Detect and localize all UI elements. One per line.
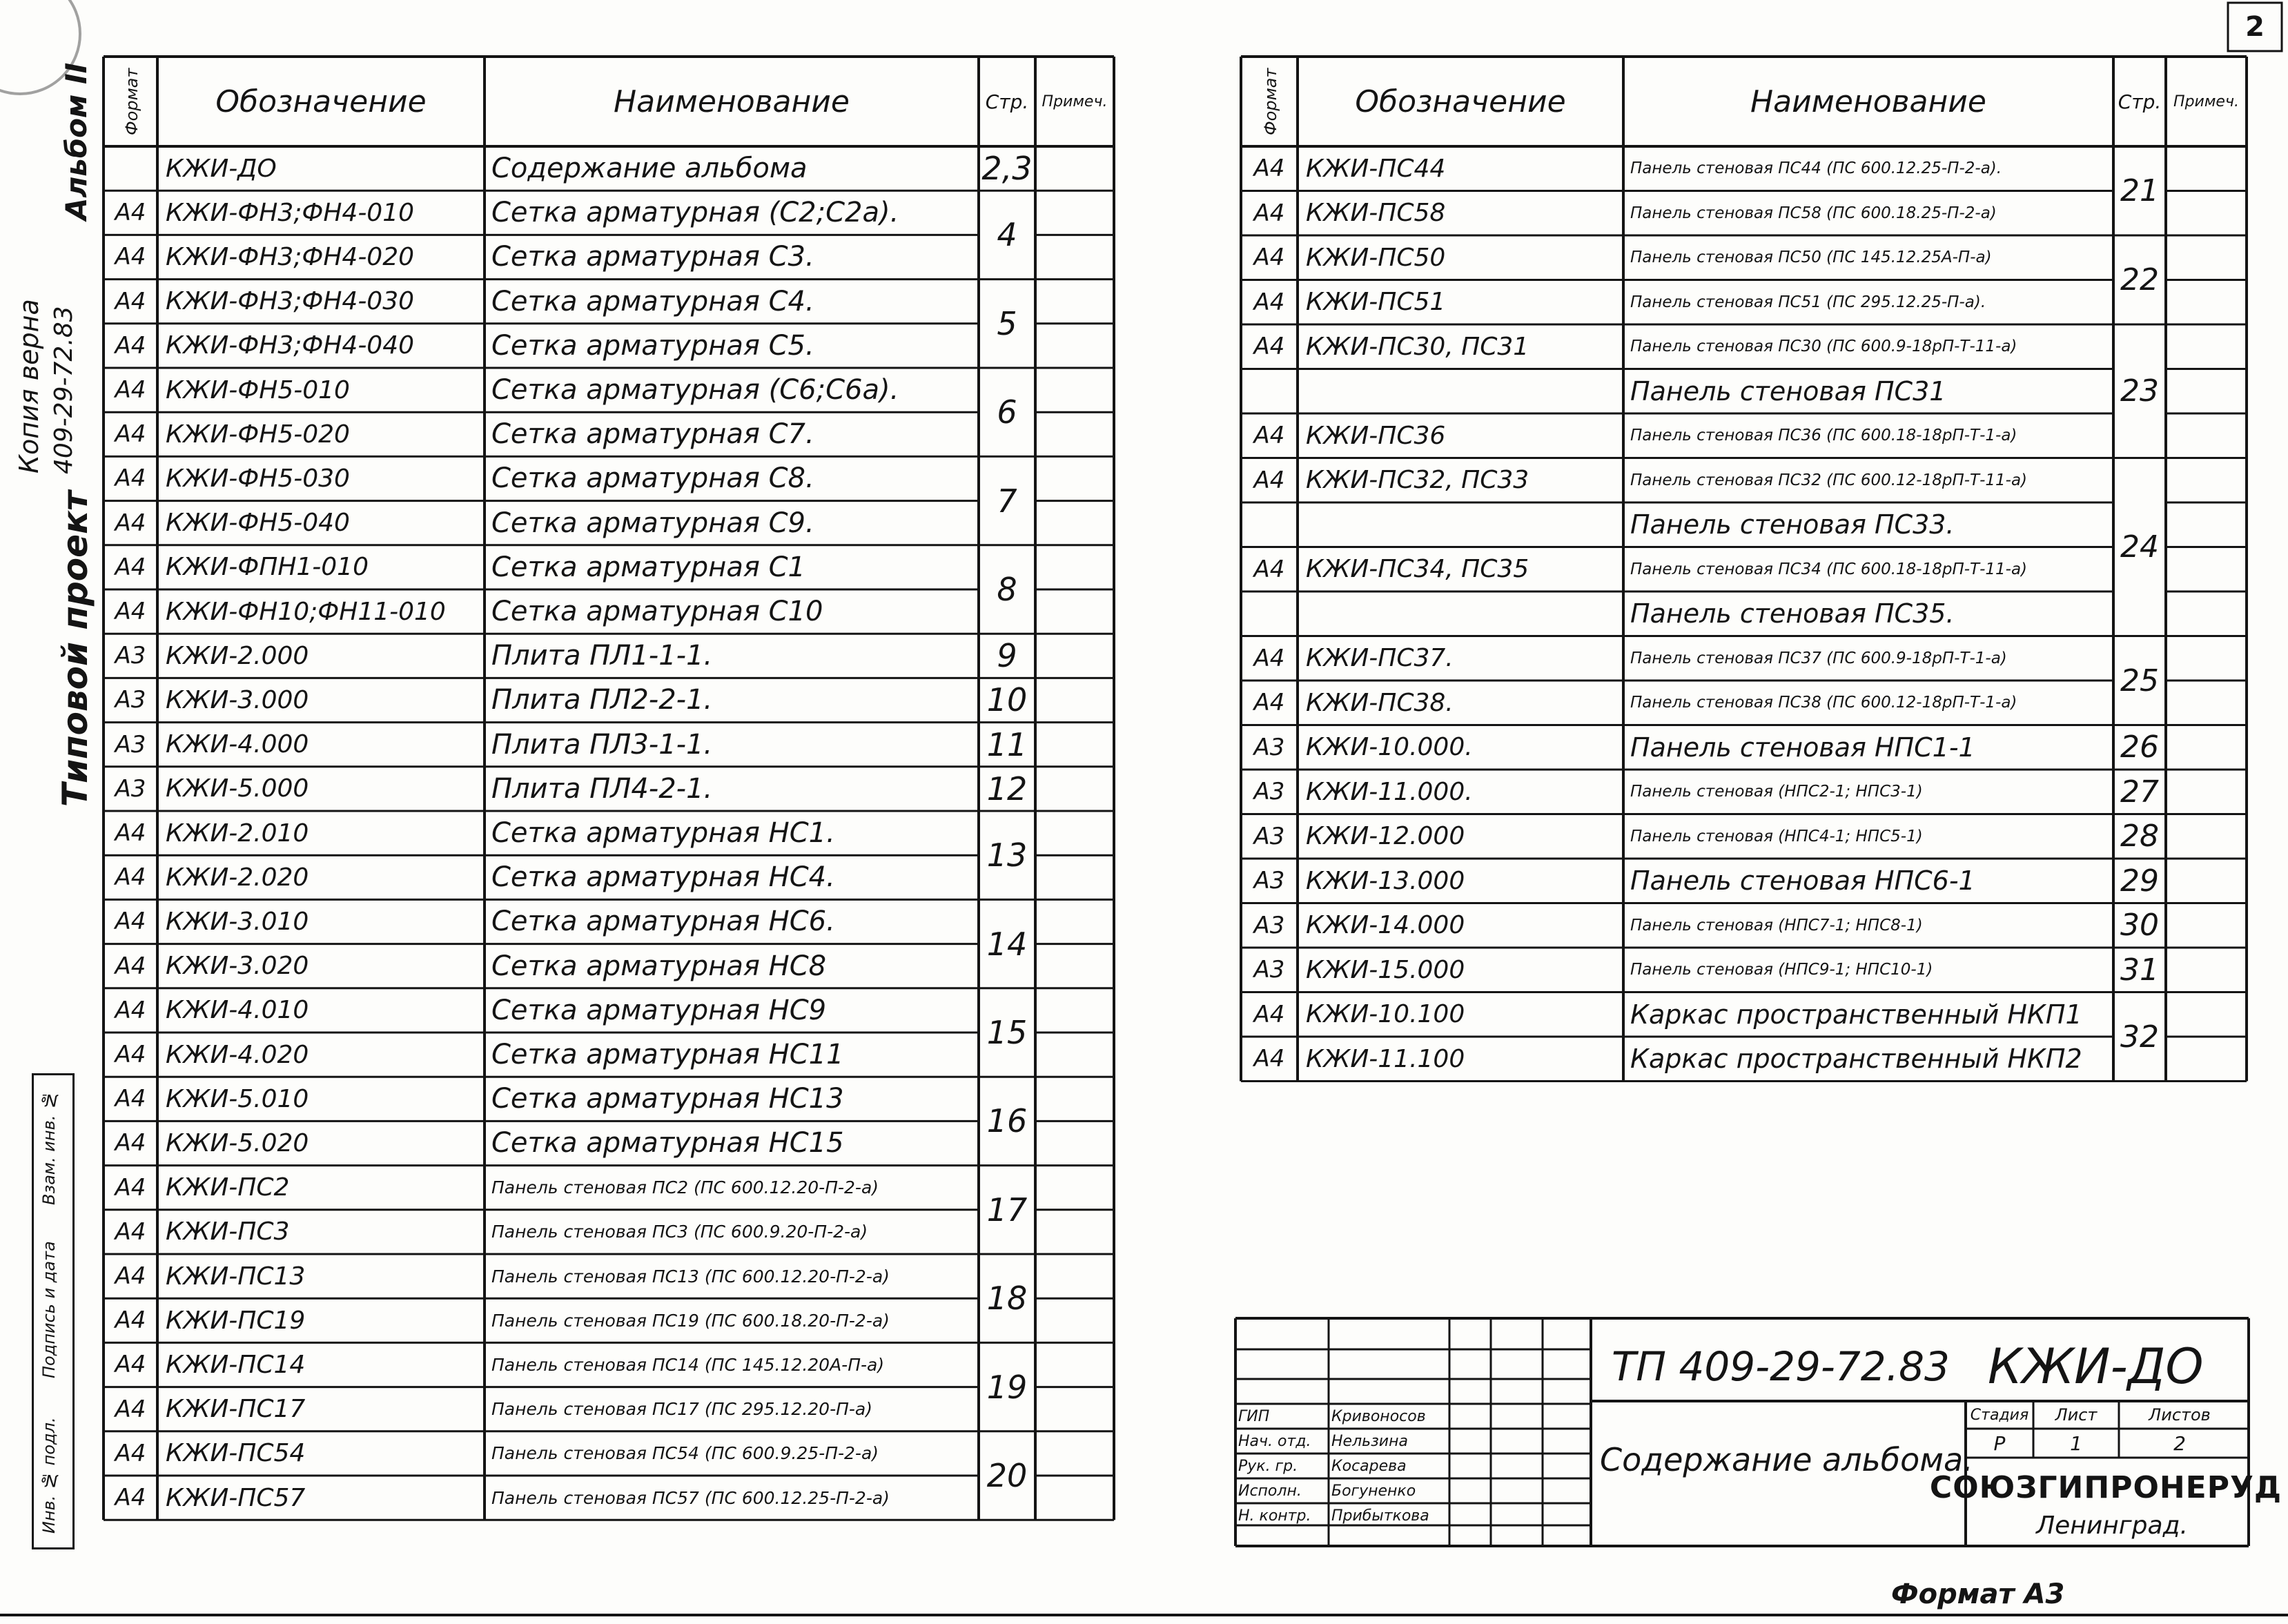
row-name: Сетка арматурная НС4.: [491, 861, 835, 894]
format-label: Формат А3: [1891, 1578, 2065, 1610]
row-name: Панель стеновая ПС31: [1630, 375, 1946, 407]
row-name: Панель стеновая ПС33.: [1630, 509, 1955, 540]
row-page: 30: [2120, 908, 2159, 943]
row-format: А3: [1253, 778, 1285, 806]
album-side-label: Альбом II: [59, 62, 93, 221]
row-format: А4: [115, 509, 146, 537]
project-side-label: Типовой проект: [55, 491, 95, 807]
row-page: 12: [986, 770, 1028, 808]
row-format: А4: [115, 553, 146, 581]
row-format: [1241, 502, 1298, 547]
row-name: Каркас пространственный НКП2: [1630, 1044, 2082, 1075]
row-name: Сетка арматурная С5.: [491, 329, 814, 362]
margin-strip: [32, 1073, 75, 1549]
row-page: 6: [997, 393, 1017, 431]
row-designation: КЖИ-ФН3;ФН4-040: [166, 331, 415, 360]
row-name: Панель стеновая (НПС7-1; НПС8-1): [1630, 916, 1923, 935]
row-name: Плита ПЛ1-1-1.: [491, 640, 713, 672]
row-page: 11: [986, 725, 1028, 763]
row-page: 20: [986, 1456, 1028, 1494]
row-designation: [1298, 369, 1632, 414]
row-page: 15: [986, 1013, 1028, 1051]
row-designation: КЖИ-ПС34, ПС35: [1306, 555, 1529, 584]
margin-label-inv-orig: Инв. № подл.: [39, 1417, 59, 1534]
row-designation: КЖИ-ПС2: [166, 1173, 290, 1202]
row-name: Сетка арматурная НС9: [491, 994, 827, 1026]
row-designation: КЖИ-ПС50: [1306, 243, 1446, 272]
org-name: СОЮЗГИПРОНЕРУД: [1929, 1469, 2282, 1505]
row-format: А4: [115, 376, 146, 404]
row-format: А4: [115, 996, 146, 1024]
row-name: Плита ПЛ3-1-1.: [491, 728, 713, 761]
row-designation: КЖИ-ПС57: [166, 1483, 306, 1512]
sheets-header: Листов: [2149, 1405, 2211, 1425]
row-designation: [1298, 502, 1632, 547]
row-name: Панель стеновая ПС14 (ПС 145.12.20А-П-а): [491, 1354, 885, 1375]
row-format: А4: [115, 819, 146, 848]
margin-label-replacement: Взам. инв. №: [39, 1090, 59, 1205]
row-format: А4: [115, 464, 146, 493]
row-designation: КЖИ-ПС38.: [1306, 688, 1454, 717]
row-format: А3: [1253, 956, 1285, 984]
row-name: Плита ПЛ2-2-1.: [491, 684, 713, 716]
row-format: А4: [115, 1262, 146, 1291]
row-name: Панель стеновая ПС30 (ПС 600.9-18рП-Т-11-а): [1630, 337, 2017, 356]
row-page: 29: [2120, 863, 2159, 899]
row-page: 14: [986, 925, 1028, 963]
row-name: Панель стеновая ПС32 (ПС 600.12-18рП-Т-11-а): [1630, 471, 2028, 489]
row-format: А4: [115, 908, 146, 936]
row-name: Панель стеновая ПС54 (ПС 600.9.25-П-2-а): [491, 1443, 879, 1464]
row-format: А4: [115, 1041, 146, 1069]
row-page: 16: [986, 1102, 1028, 1140]
row-format: А4: [1253, 199, 1285, 227]
row-name: Сетка арматурная С9.: [491, 507, 814, 539]
row-format: [1241, 369, 1298, 414]
role-name: Нельзина: [1331, 1432, 1408, 1450]
row-name: Сетка арматурная С1: [491, 551, 805, 583]
header-name: Наименование: [614, 84, 850, 119]
stage-header: Стадия: [1970, 1406, 2029, 1424]
row-page: 17: [986, 1191, 1028, 1229]
row-name: Сетка арматурная НС11: [491, 1039, 844, 1071]
row-designation: КЖИ-ПС44: [1306, 154, 1446, 183]
row-format: А3: [1253, 822, 1285, 850]
row-designation: КЖИ-ПС32, ПС33: [1306, 466, 1529, 495]
row-designation: КЖИ-ПС3: [166, 1217, 290, 1246]
row-name: Панель стеновая (НПС2-1; НПС3-1): [1630, 783, 1923, 801]
header-page: Стр.: [985, 90, 1029, 113]
row-designation: КЖИ-14.000: [1306, 911, 1465, 940]
row-name: Панель стеновая ПС57 (ПС 600.12.25-П-2-а): [491, 1487, 890, 1508]
row-name: Панель стеновая ПС2 (ПС 600.12.20-П-2-а): [491, 1177, 879, 1198]
row-name: Каркас пространственный НКП1: [1630, 999, 2082, 1030]
row-format: А4: [1253, 333, 1285, 361]
row-designation: КЖИ-3.010: [166, 907, 309, 936]
role-name: Прибыткова: [1331, 1507, 1429, 1525]
header-format: Формат: [122, 68, 141, 135]
role-title: Исполн.: [1238, 1482, 1302, 1500]
row-designation: КЖИ-10.100: [1306, 1000, 1465, 1029]
row-format: А4: [115, 598, 146, 626]
role-name: Кривоносов: [1331, 1407, 1426, 1425]
row-name: Сетка арматурная С7.: [491, 418, 814, 451]
row-format: А3: [115, 774, 146, 803]
row-designation: [1298, 591, 1632, 636]
row-format: А4: [115, 199, 146, 227]
sheet-header: Лист: [2055, 1405, 2098, 1425]
row-designation: КЖИ-11.000.: [1306, 777, 1473, 806]
row-page: 19: [986, 1368, 1028, 1406]
role-title: Н. контр.: [1238, 1507, 1311, 1525]
row-designation: КЖИ-3.000: [166, 685, 309, 714]
row-page: 2,3: [981, 150, 1033, 188]
row-designation: КЖИ-ПС19: [166, 1306, 306, 1335]
row-page: 4: [997, 216, 1017, 254]
row-page: 32: [2120, 1019, 2159, 1055]
row-name: Плита ПЛ4-2-1.: [491, 772, 713, 805]
role-title: ГИП: [1238, 1407, 1270, 1425]
row-designation: КЖИ-4.020: [166, 1040, 309, 1069]
row-designation: КЖИ-ПС58: [1306, 199, 1446, 228]
row-format: [1241, 591, 1298, 636]
row-name: Сетка арматурная (С6;С6а).: [491, 374, 899, 407]
row-name: Панель стеновая ПС3 (ПС 600.9.20-П-2-а): [491, 1222, 868, 1242]
row-designation: КЖИ-ПС14: [166, 1350, 306, 1379]
row-name: Сетка арматурная НС6.: [491, 906, 835, 938]
role-name: Богуненко: [1331, 1482, 1416, 1500]
row-name: Панель стеновая ПС17 (ПС 295.12.20-П-а): [491, 1399, 872, 1420]
row-format: А4: [1253, 155, 1285, 183]
row-format: А4: [115, 1129, 146, 1157]
row-page: 13: [986, 837, 1028, 874]
sheet-value: 1: [2070, 1431, 2082, 1455]
row-page: 31: [2120, 952, 2159, 988]
sheets-value: 2: [2173, 1431, 2186, 1455]
row-designation: КЖИ-ПС13: [166, 1262, 306, 1291]
row-name: Панель стеновая НПС6-1: [1630, 865, 1975, 897]
header-designation: Обозначение: [1355, 84, 1566, 119]
row-designation: КЖИ-3.020: [166, 952, 309, 981]
doc-code: КЖИ-ДО: [1988, 1338, 2204, 1395]
doc-title: Содержание альбома.: [1600, 1441, 1973, 1478]
header-format: Формат: [1261, 68, 1280, 135]
row-page: 18: [986, 1280, 1028, 1318]
row-designation: КЖИ-2.010: [166, 819, 309, 848]
row-name: Панель стеновая ПС35.: [1630, 598, 1955, 629]
row-format: А4: [115, 863, 146, 892]
row-format: А4: [115, 1173, 146, 1202]
row-name: Панель стеновая (НПС9-1; НПС10-1): [1630, 961, 1933, 979]
row-name: Сетка арматурная С3.: [491, 241, 814, 273]
row-designation: КЖИ-ПС36: [1306, 421, 1446, 450]
row-format: А4: [1253, 689, 1285, 717]
row-name: Содержание альбома: [491, 153, 808, 185]
row-designation: КЖИ-ФН5-020: [166, 420, 350, 449]
row-format: А4: [1253, 1045, 1285, 1073]
row-designation: КЖИ-5.000: [166, 774, 309, 803]
row-name: Панель стеновая ПС13 (ПС 600.12.20-П-2-а): [491, 1266, 890, 1287]
header-note: Примеч.: [1042, 92, 1108, 110]
row-designation: КЖИ-ФН5-030: [166, 464, 350, 493]
row-format: А4: [1253, 244, 1285, 272]
row-designation: КЖИ-ФН5-010: [166, 375, 350, 404]
row-page: 10: [986, 681, 1028, 719]
row-name: Сетка арматурная НС13: [491, 1083, 844, 1115]
row-page: 23: [2120, 373, 2159, 409]
copy-note-line2: 409-29-72.83: [50, 306, 78, 474]
row-name: Панель стеновая ПС51 (ПС 295.12.25-П-а).: [1630, 293, 1986, 311]
row-format: А3: [1253, 911, 1285, 939]
row-format: А4: [1253, 555, 1285, 583]
row-format: А4: [1253, 644, 1285, 672]
sheet-number: 2: [2245, 11, 2265, 43]
row-name: Сетка арматурная НС1.: [491, 817, 835, 850]
row-designation: КЖИ-ПС17: [166, 1395, 306, 1424]
row-designation: КЖИ-2.020: [166, 863, 309, 892]
row-name: Сетка арматурная НС8: [491, 950, 827, 982]
row-page: 27: [2120, 774, 2159, 810]
header-designation: Обозначение: [215, 84, 427, 119]
row-page: 26: [2120, 730, 2159, 765]
header-name: Наименование: [1750, 84, 1986, 119]
row-name: Панель стеновая ПС19 (ПС 600.18.20-П-2-а): [491, 1310, 890, 1331]
row-format: А4: [1253, 422, 1285, 450]
row-designation: КЖИ-ФН3;ФН4-030: [166, 287, 415, 316]
row-name: Сетка арматурная НС15: [491, 1127, 844, 1160]
row-page: 9: [997, 637, 1017, 675]
copy-note-line1: Копия верна: [14, 299, 44, 474]
header-note: Примеч.: [2173, 92, 2239, 110]
row-format: А3: [115, 730, 146, 759]
row-designation: КЖИ-10.000.: [1306, 733, 1473, 762]
row-designation: КЖИ-11.100: [1306, 1044, 1465, 1073]
row-designation: КЖИ-ФПН1-010: [166, 553, 369, 582]
stage-value: Р: [1993, 1431, 2006, 1455]
row-name: Сетка арматурная С10: [491, 596, 823, 628]
row-designation: КЖИ-ФН5-040: [166, 509, 350, 538]
row-format: А4: [1253, 288, 1285, 316]
row-format: А3: [115, 686, 146, 714]
row-name: Панель стеновая НПС1-1: [1630, 732, 1975, 763]
row-format: А4: [115, 952, 146, 980]
row-page: 7: [997, 482, 1017, 520]
row-designation: КЖИ-2.000: [166, 641, 309, 670]
header-page: Стр.: [2118, 90, 2162, 113]
role-title: Рук. гр.: [1238, 1457, 1298, 1475]
row-designation: КЖИ-ДО: [166, 154, 277, 183]
row-format: А4: [115, 1307, 146, 1335]
row-name: Сетка арматурная (С2;С2а).: [491, 197, 899, 229]
row-name: Панель стеновая (НПС4-1; НПС5-1): [1630, 827, 1923, 845]
row-page: 5: [997, 304, 1017, 342]
row-designation: КЖИ-ПС30, ПС31: [1306, 332, 1529, 361]
row-name: Сетка арматурная С8.: [491, 462, 814, 495]
row-format: А4: [115, 420, 146, 449]
row-name: Панель стеновая ПС38 (ПС 600.12-18рП-Т-1-а): [1630, 694, 2017, 712]
row-designation: КЖИ-ФН10;ФН11-010: [166, 597, 446, 626]
row-name: Панель стеновая ПС44 (ПС 600.12.25-П-2-а).: [1630, 159, 2002, 178]
row-designation: КЖИ-4.000: [166, 730, 309, 759]
row-designation: КЖИ-15.000: [1306, 955, 1465, 984]
row-format: А4: [115, 1439, 146, 1467]
row-format: А4: [115, 287, 146, 315]
row-format: А4: [115, 1395, 146, 1423]
role-name: Косарева: [1331, 1457, 1407, 1475]
row-page: 22: [2120, 262, 2159, 297]
row-page: 24: [2120, 529, 2159, 565]
row-designation: КЖИ-5.020: [166, 1128, 309, 1157]
row-name: Сетка арматурная С4.: [491, 285, 814, 317]
row-designation: КЖИ-12.000: [1306, 822, 1465, 851]
row-name: Панель стеновая ПС36 (ПС 600.18-18рП-Т-1-а): [1630, 427, 2017, 445]
project-code: ТП 409-29-72.83: [1612, 1343, 1950, 1390]
row-format: А4: [115, 331, 146, 360]
row-format: [104, 146, 157, 190]
row-designation: КЖИ-ФН3;ФН4-010: [166, 198, 415, 227]
row-format: А3: [115, 642, 146, 670]
row-name: Панель стеновая ПС58 (ПС 600.18.25-П-2-а): [1630, 204, 1997, 222]
row-designation: КЖИ-5.010: [166, 1084, 309, 1113]
row-page: 21: [2120, 173, 2159, 208]
row-format: А3: [1253, 733, 1285, 761]
row-format: А3: [1253, 867, 1285, 895]
row-name: Панель стеновая ПС34 (ПС 600.18-18рП-Т-11-а): [1630, 560, 2028, 578]
row-designation: КЖИ-ПС54: [166, 1439, 306, 1468]
row-designation: КЖИ-4.010: [166, 996, 309, 1025]
row-page: 28: [2120, 819, 2159, 854]
row-format: А4: [115, 1217, 146, 1246]
row-format: А4: [1253, 466, 1285, 494]
row-page: 8: [997, 570, 1017, 608]
row-format: А4: [115, 243, 146, 271]
margin-label-signature: Подпись и дата: [39, 1241, 59, 1379]
row-page: 25: [2120, 663, 2159, 698]
row-format: А4: [115, 1484, 146, 1512]
row-designation: КЖИ-ПС37.: [1306, 644, 1454, 673]
row-format: А4: [115, 1085, 146, 1113]
row-format: А4: [115, 1351, 146, 1379]
row-designation: КЖИ-ПС51: [1306, 288, 1446, 317]
row-name: Панель стеновая ПС50 (ПС 145.12.25А-П-а): [1630, 248, 1992, 267]
row-designation: КЖИ-ФН3;ФН4-020: [166, 242, 415, 271]
row-designation: КЖИ-13.000: [1306, 866, 1465, 895]
row-format: А4: [1253, 1000, 1285, 1028]
row-name: Панель стеновая ПС37 (ПС 600.9-18рП-Т-1-а): [1630, 649, 2007, 667]
role-title: Нач. отд.: [1238, 1432, 1311, 1450]
org-city: Ленинград.: [2036, 1511, 2188, 1540]
